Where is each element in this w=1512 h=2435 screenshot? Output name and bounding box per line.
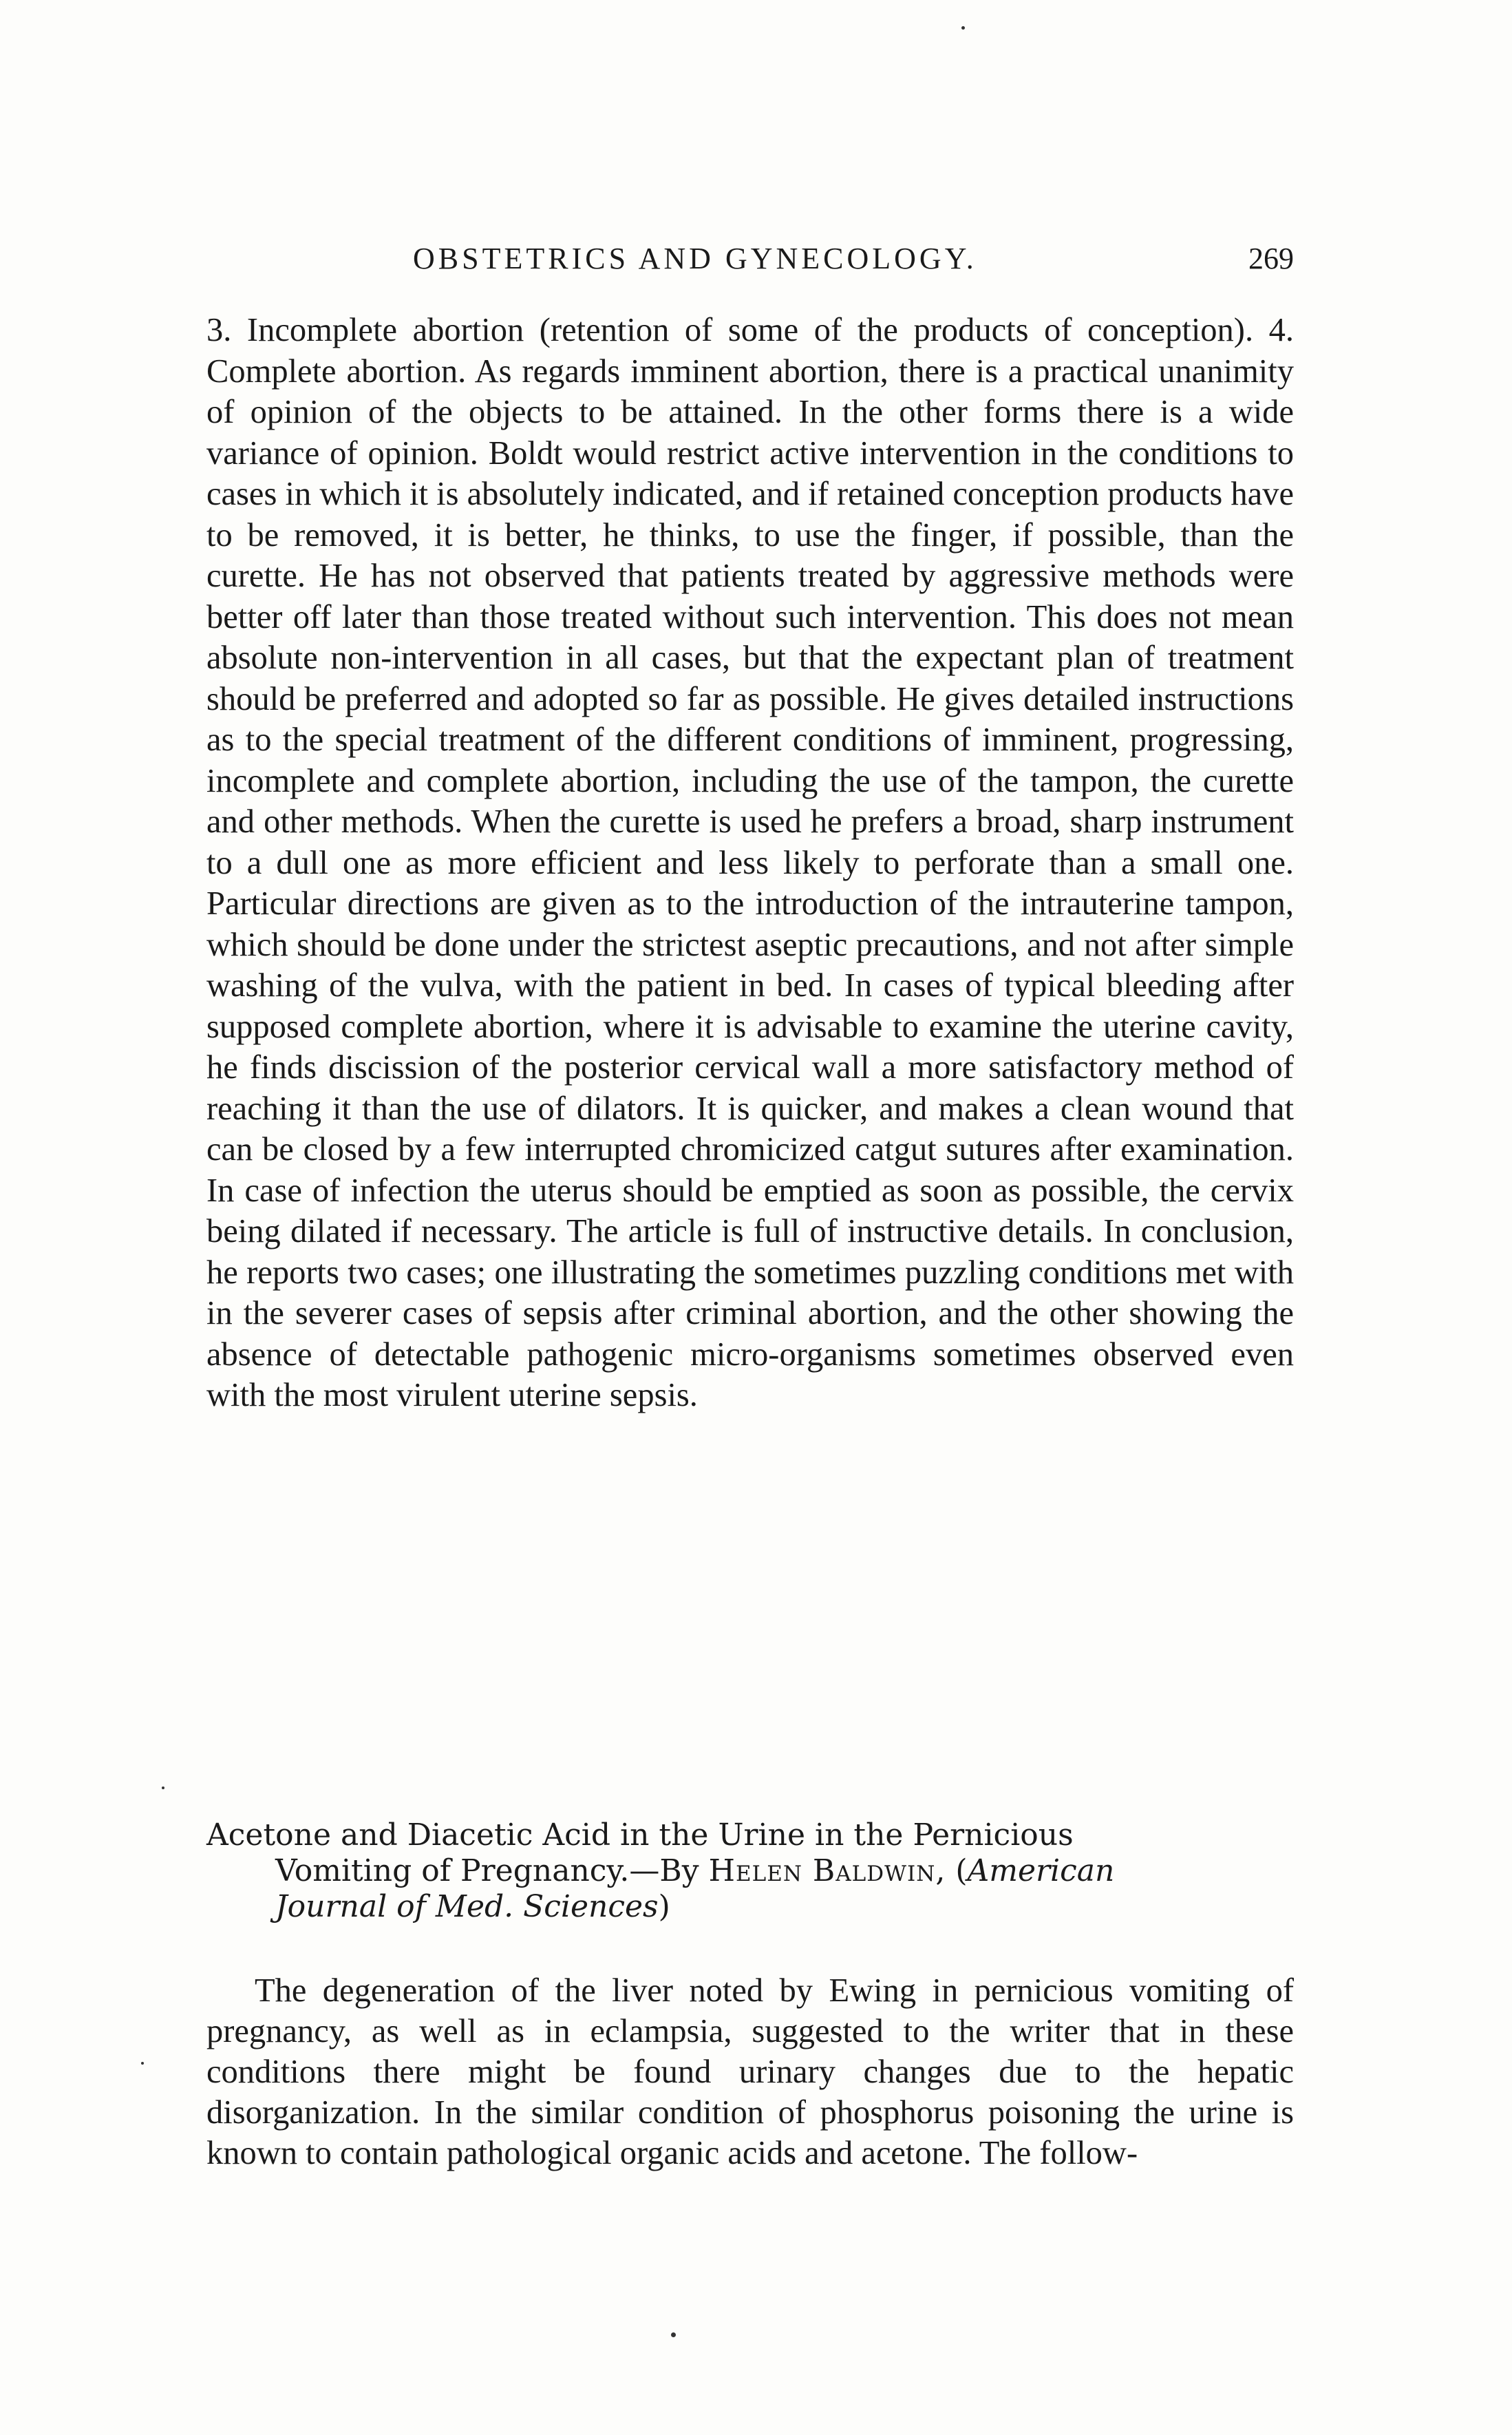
source-close: ): [658, 1889, 670, 1924]
source-journal-line-1: American: [967, 1853, 1115, 1888]
article-title-line-1: Acetone and Diacetic Acid in the Urine in the Pernicious: [206, 1817, 1074, 1853]
scan-speck: [141, 2062, 144, 2065]
running-title: OBSTETRICS AND GYNECOLOGY.: [413, 242, 977, 275]
heading-line: [206, 1817, 1294, 1853]
source-journal-line-2: Journal of Med. Sciences: [275, 1889, 659, 1924]
paragraph: 3. Incomplete abortion (retention of some of the products of conception). 4. Complete abortion. As regards imminent abortion, there is a practical unanimity of opinion of the objects to be attained. In the other forms there is a wide variance of opinion. Boldt would restrict active intervention in the conditions to cases in which it is absolutely indicated, and if retained conception products have to be removed, it is better, he thinks, to use the finger, if possible, than the curette. He has not observed that patients treated by aggressive methods were better off later than those treated without such intervention. This does not mean absolute non-intervention in all cases, but that the expectant plan of treatment should be preferred and adopted so far as possible. He gives detailed instructions as to the special treatment of the different conditions of imminent, progressing, incomplete and complete abortion, including the use of the tampon, the curette and other methods. When the curette is used he prefers a broad, sharp instrument to a dull one as more efficient and less likely to perforate than a small one. Particular directions are given as to the introduction of the intrauterine tampon, which should be done under the strictest aseptic precautions, and not after simple washing of the vulva, with the patient in bed. In cases of typical bleeding after supposed complete abortion, where it is advisable to examine the uterine cavity, he finds discission of the posterior cervical wall a more satisfactory method of reaching it than the use of dilators. It is quicker, and makes a clean wound that can be closed by a few interrupted chromicized catgut sutures after examination. In case of infection the uterus should be emptied as soon as possible, the cervix being dilated if necessary. The article is full of instructive details. In conclusion, he reports two cases; one illustrating the sometimes puzzling conditions met with in the severer cases of sepsis after criminal abortion, and the other showing the absence of detectable pathogenic micro-organisms sometimes observed even with the most virulent uterine sepsis.: [206, 312, 1294, 1413]
page-number: 269: [1248, 242, 1294, 275]
source-open: (: [946, 1853, 968, 1888]
scan-speck: [671, 2332, 676, 2337]
byline-prefix: —By: [629, 1853, 709, 1888]
body-text: [206, 310, 1294, 1416]
heading-line: [206, 1889, 1294, 1925]
heading-line: [206, 1853, 1294, 1889]
article-heading: [206, 1817, 1294, 1925]
author-name: Helen Baldwin,: [708, 1853, 946, 1888]
running-head: [206, 241, 1294, 282]
paragraph: The degeneration of the liver noted by Ewing in pernicious vomiting of pregnancy, as well as in eclampsia, suggested to the writer that in these conditions there might be found urinary changes due to the hepatic disorganization. In the similar condition of phosphorus poisoning the urine is known to contain pathological organic acids and acetone. The follow-: [206, 1972, 1294, 2171]
article-title-line-2: Vomiting of Pregnancy.: [275, 1853, 630, 1888]
article-body: [206, 1970, 1294, 2173]
scan-speck: [961, 26, 965, 30]
scan-speck: [162, 1786, 164, 1789]
